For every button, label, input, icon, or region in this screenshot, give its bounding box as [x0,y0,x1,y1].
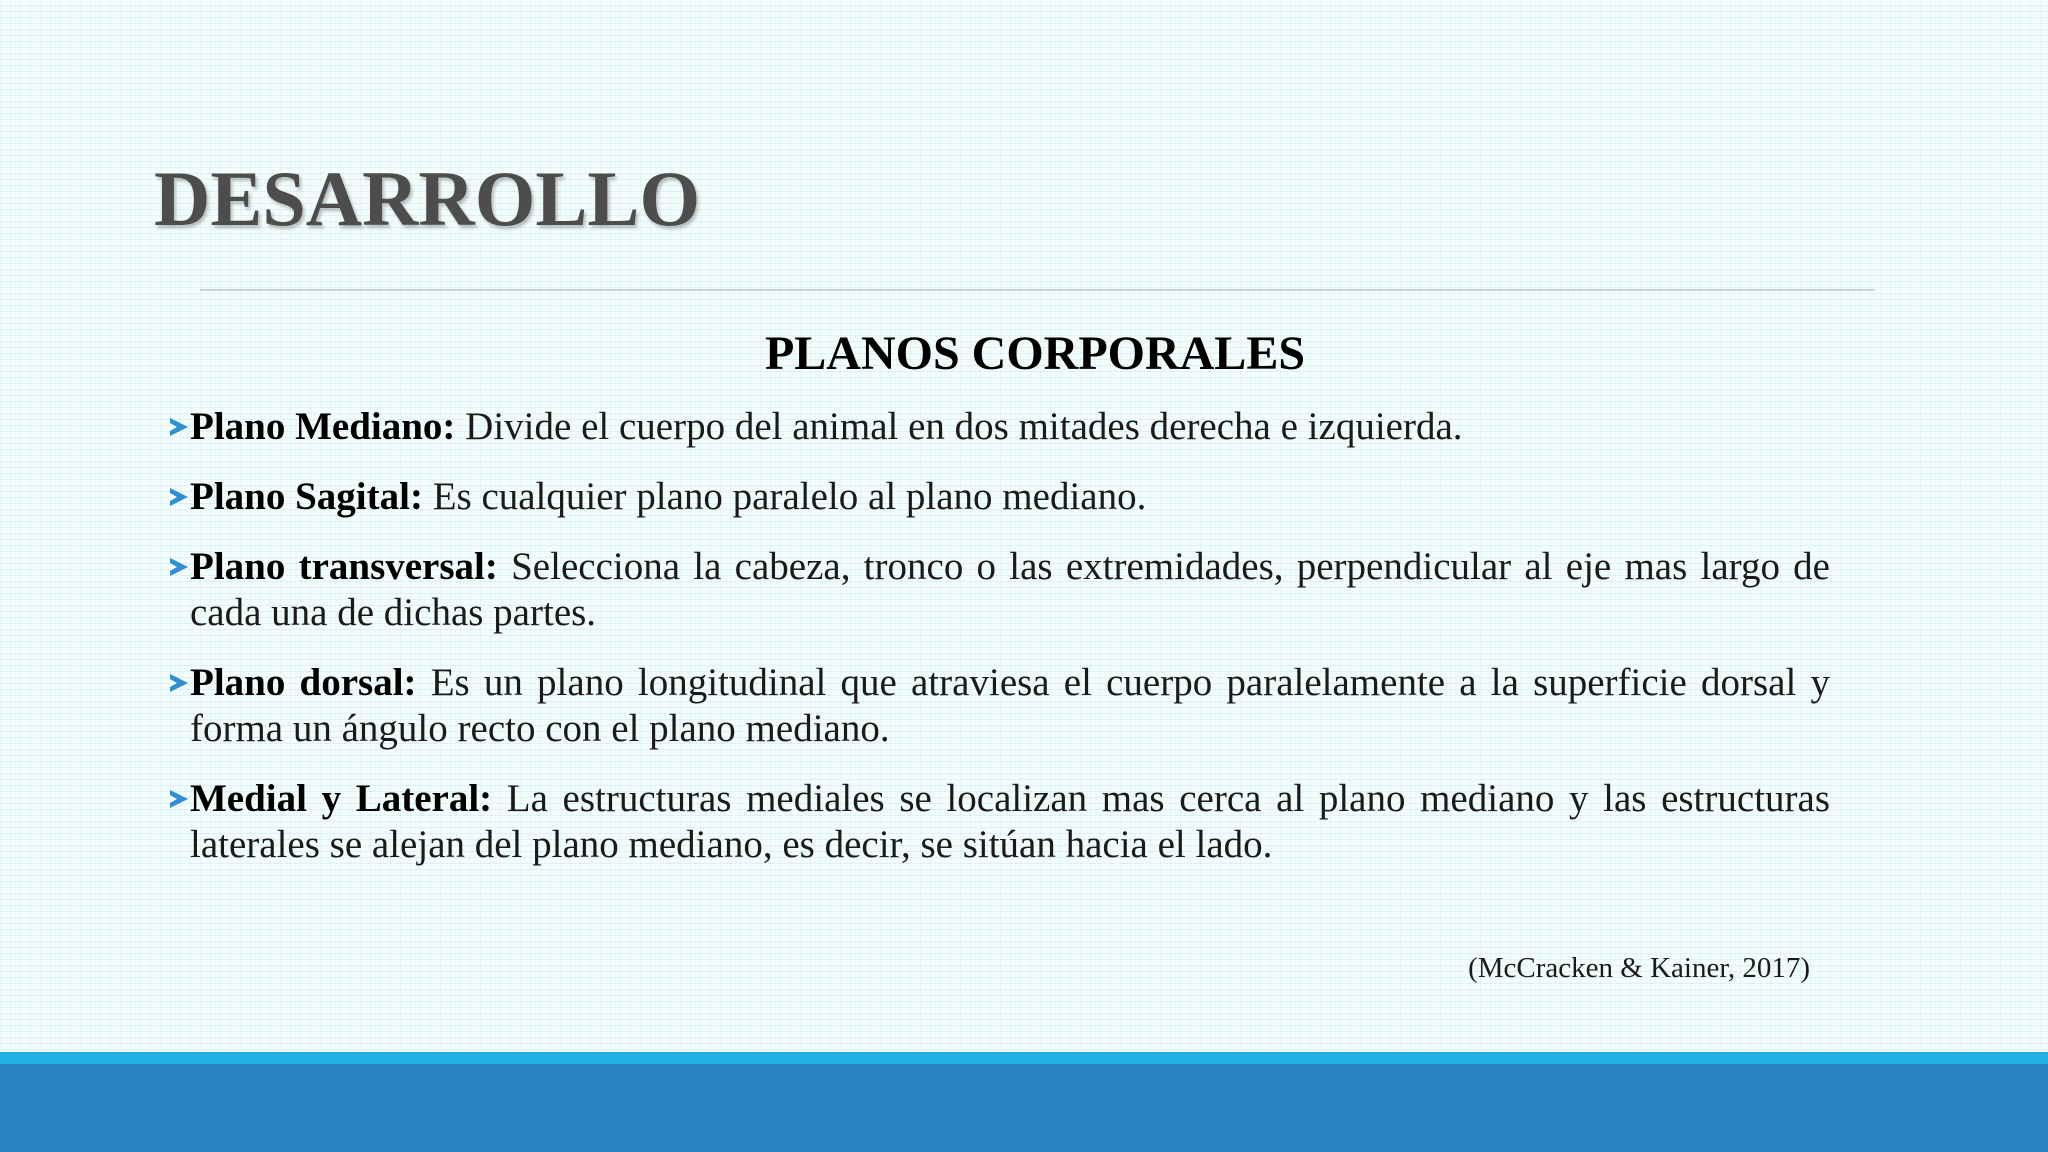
bullet-term: Medial y Lateral: [190,777,493,820]
bullet-text: Divide el cuerpo del animal en dos mitades derecha e izquierda. [455,405,1463,448]
slide-content [170,322,1830,892]
bullet-term: Plano Mediano: [190,405,456,448]
footer-band [0,1052,2048,1152]
slide-title: DESARROLLO [154,155,701,242]
section-heading: PLANOS CORPORALES [764,327,1306,380]
bullet-list [170,404,1830,868]
bullet-item-plano-transversal [170,544,1830,636]
citation: (McCracken & Kainer, 2017) [1468,952,1810,984]
bullet-item-plano-mediano [170,404,1830,450]
arrowhead-bullet-icon [170,488,188,506]
bullet-text: La estructuras mediales se localizan mas cerca al plano mediano y las estructuras laterales se alejan del plano mediano, es decir, se sitúan hacia el lado. [190,777,1830,866]
arrowhead-bullet-icon [170,418,188,436]
bullet-item-plano-sagital [170,474,1830,520]
bullet-term: Plano Sagital: [190,475,423,518]
arrowhead-bullet-icon [170,674,188,692]
bullet-text: Es cualquier plano paralelo al plano mediano. [422,475,1147,518]
arrowhead-bullet-icon [170,558,188,576]
bullet-text: Es un plano longitudinal que atraviesa el cuerpo paralelamente a la superficie dorsal y forma un ángulo recto con el plano mediano. [190,661,1830,750]
bullet-term: Plano transversal: [190,545,498,588]
title-divider [200,289,1875,291]
bullet-term: Plano dorsal: [190,661,417,704]
bullet-text: Selecciona la cabeza, tronco o las extremidades, perpendicular al eje mas largo de cada una de dichas partes. [190,545,1830,634]
arrowhead-bullet-icon [170,790,188,808]
bullet-item-medial-lateral [170,776,1830,868]
bullet-item-plano-dorsal [170,660,1830,752]
